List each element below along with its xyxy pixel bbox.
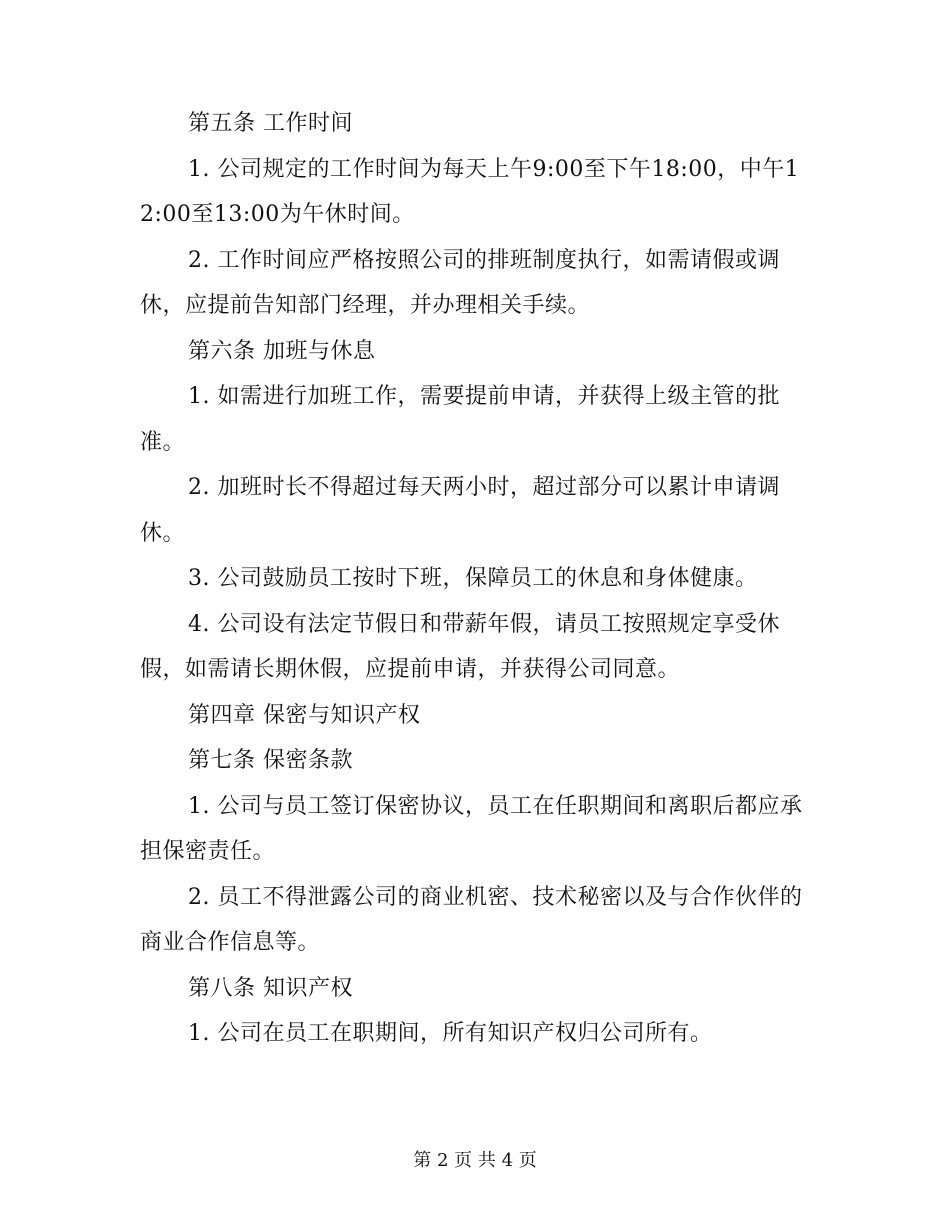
paragraph: 4. 公司设有法定节假日和带薪年假，请员工按照规定享受休假，如需请长期休假，应提前申请，并获得公司同意。: [140, 611, 780, 682]
paragraph: 2. 员工不得泄露公司的商业机密、技术秘密以及与合作伙伴的商业合作信息等。: [140, 884, 803, 955]
page-footer: [0, 1146, 950, 1172]
section-heading: 第七条 保密条款: [188, 748, 353, 773]
chapter-heading: 第四章 保密与知识产权: [188, 702, 421, 728]
section-heading: 第八条 知识产权: [188, 975, 353, 1001]
paragraph: 2. 工作时间应严格按照公司的排班制度执行，如需请假或调休，应提前告知部门经理，并办理相关手续。: [140, 247, 780, 318]
document-body: [140, 101, 820, 1057]
page-number: 第 2 页 共 4 页: [413, 1150, 537, 1171]
paragraph: 1. 公司与员工签订保密协议，员工在任职期间和离职后都应承担保密责任。: [140, 793, 803, 864]
section-heading: 第五条 工作时间: [188, 111, 353, 136]
paragraph: 3. 公司鼓励员工按时下班，保障员工的休息和身体健康。: [188, 566, 758, 591]
paragraph: 1. 公司在员工在职期间，所有知识产权归公司所有。: [188, 1021, 713, 1046]
section-heading: 第六条 加班与休息: [188, 338, 376, 364]
paragraph: 1. 公司规定的工作时间为每天上午9:00至下午18:00，中午12:00至13:00为午休时间。: [140, 156, 800, 227]
paragraph: 2. 加班时长不得超过每天两小时，超过部分可以累计申请调休。: [140, 475, 780, 546]
paragraph: 1. 如需进行加班工作，需要提前申请，并获得上级主管的批准。: [140, 384, 780, 455]
